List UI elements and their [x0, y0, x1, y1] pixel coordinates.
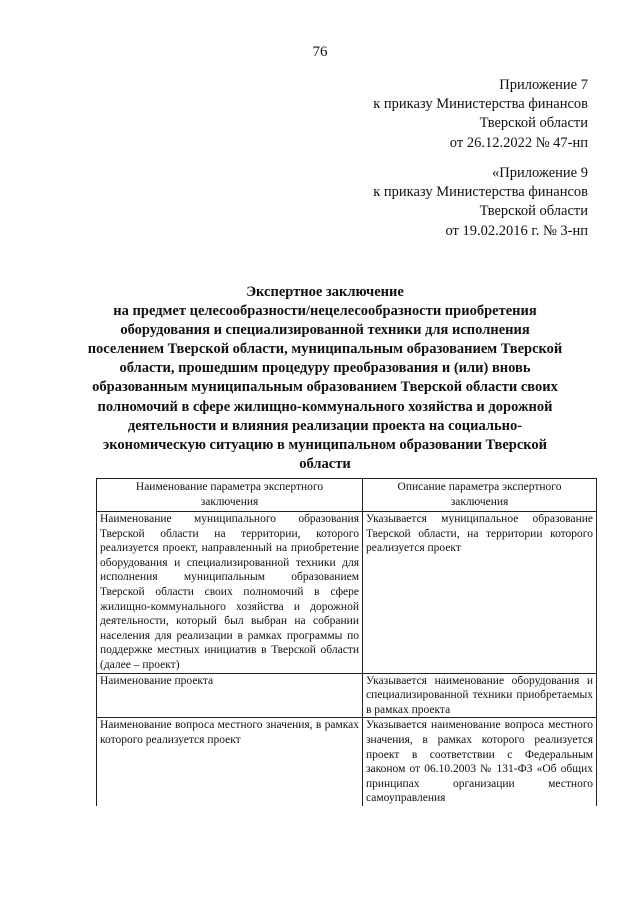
title-line: деятельности и влияния реализации проекта на социально-	[127, 417, 523, 434]
appendix-line: к приказу Министерства финансов	[373, 96, 588, 113]
title-line: Экспертное заключение	[246, 284, 404, 300]
appendix-line: Тверской области	[479, 115, 588, 132]
appendix-line: «Приложение 9	[492, 165, 588, 181]
table-header-row	[97, 479, 597, 512]
table-cell: Указывается наименование вопроса местного значения, в рамках которого реализуется проект в соответствии с Федеральным законом от 06.10.2003 № 131-ФЗ «Об общих принципах организации местного самоуправления	[363, 718, 597, 806]
title-line: области	[299, 455, 351, 472]
appendix-line: Приложение 7	[499, 77, 588, 93]
header-parameter-description: Описание параметра экспертного заключения	[363, 479, 597, 512]
table-cell: Наименование вопроса местного значения, в рамках которого реализуется проект	[97, 718, 363, 806]
title-line: оборудования и специализированной техники для исполнения	[120, 322, 530, 339]
appendix-line: Тверской области	[479, 203, 588, 220]
table-row	[97, 673, 597, 718]
appendix-line: от 26.12.2022 № 47-нп	[449, 134, 588, 151]
title-line: образованным муниципальным образованием Тверской области своих	[92, 379, 558, 396]
title-line: на предмет целесообразности/нецелесообразности приобретения	[113, 303, 537, 320]
table-cell: Указывается наименование оборудования и специализированной техники приобретаемых в рамках проекта	[363, 673, 597, 718]
header-parameter-name: Наименование параметра экспертного заключения	[97, 479, 363, 512]
expert-parameters-table	[96, 478, 597, 806]
table-row	[97, 718, 597, 806]
appendix-line: от 19.02.2016 г. № 3-нп	[445, 222, 588, 239]
appendix-line: к приказу Министерства финансов	[373, 184, 588, 201]
title-line: поселением Тверской области, муниципальным образованием Тверской	[87, 341, 563, 358]
table-cell: Указывается муниципальное образование Тверской области, на территории которого реализуется проект	[363, 512, 597, 674]
title-line: области, прошедшим процедуру преобразования и (или) вновь	[119, 360, 531, 377]
title-line: полномочий в сфере жилищно-коммунального хозяйства и дорожной	[97, 398, 553, 415]
appendix-reference-current	[373, 76, 588, 153]
title-line: экономическую ситуацию в муниципальном образовании Тверской	[102, 436, 548, 453]
appendix-reference-original	[373, 164, 588, 241]
table-cell: Наименование муниципального образования Тверской области на территории, которого реализуется проект, направленный на приобретение оборудования и специализированной техники для исполнения муниципальным образованием Тверской области своих полномочий в сфере жилищно-коммунального хозяйства и дорожной деятельности, который был выбран на собрании населения для реализации в рамках программы по поддержке местных инициатив в Тверской области (далее – проект)	[97, 512, 363, 674]
page-number: 76	[312, 44, 328, 60]
table-row	[97, 512, 597, 674]
document-title	[70, 283, 580, 474]
table-cell: Наименование проекта	[97, 673, 363, 718]
